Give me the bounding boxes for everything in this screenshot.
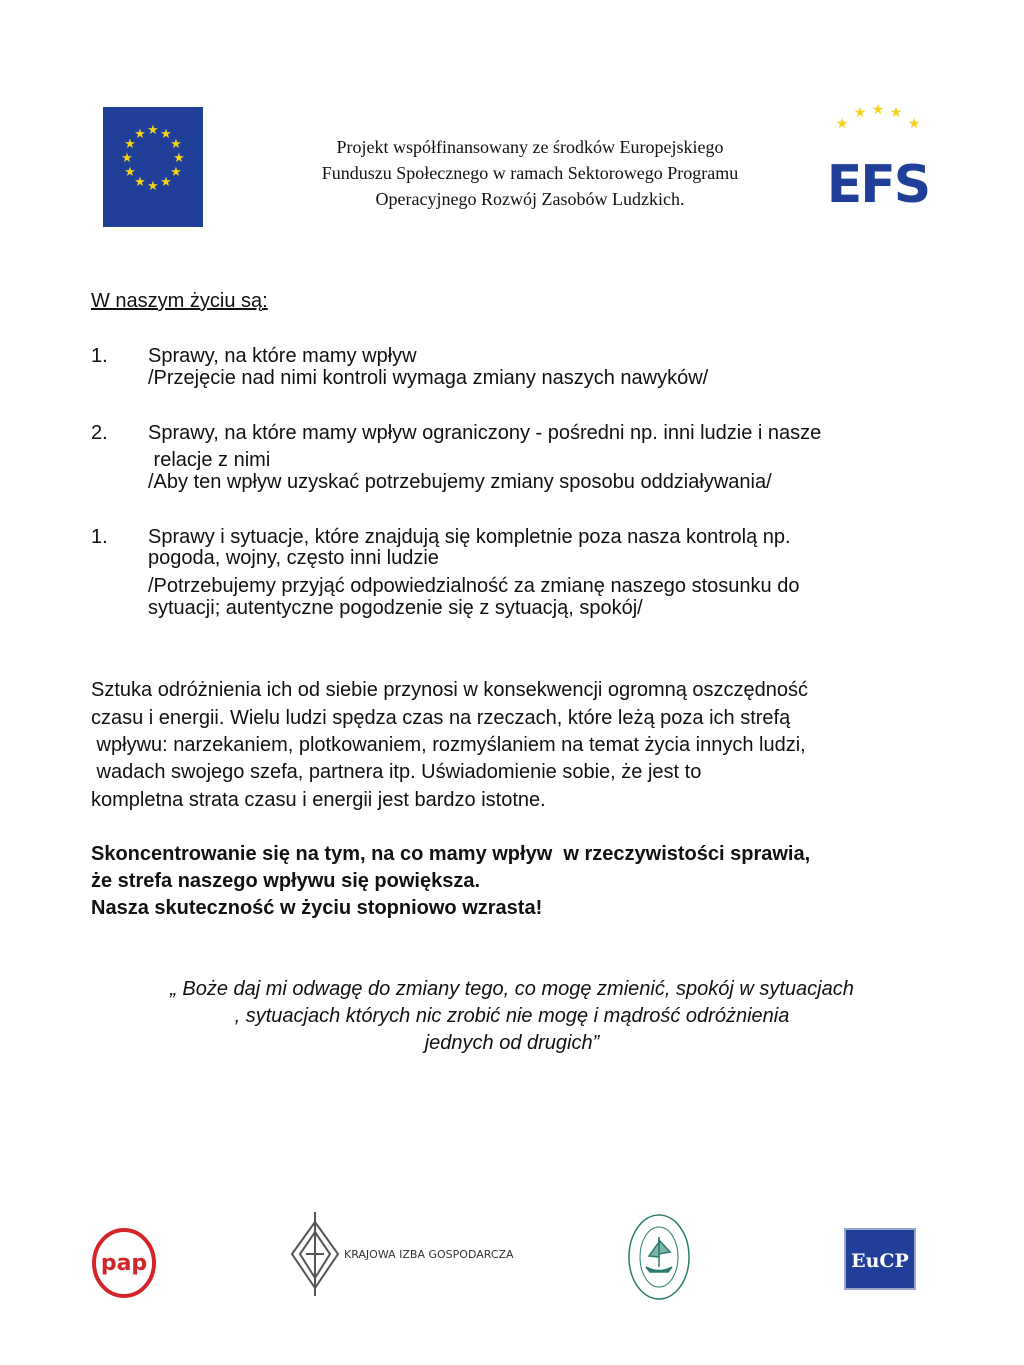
- eucp-logo: [844, 1228, 916, 1290]
- list-item-line: pogoda, wojny, często inni ludzie: [148, 547, 439, 569]
- list-item-line: /Aby ten wpływ uzyskać potrzebujemy zmiany sposobu oddziaływania/: [148, 471, 772, 493]
- eu-flag-icon: [103, 107, 203, 227]
- quote-line: , sytuacjach których nic zrobić nie mogę i mądrość odróżnienia: [234, 1005, 790, 1027]
- emphasis-line: że strefa naszego wpływu się powiększa.: [91, 870, 481, 892]
- svg-text:★: ★: [173, 151, 185, 166]
- intro-heading: W naszym życiu są:: [91, 290, 268, 312]
- list-item-number: 2.: [91, 422, 108, 444]
- svg-text:★: ★: [170, 137, 182, 152]
- header-line: Funduszu Społecznego w ramach Sektorowego Programu: [321, 163, 739, 183]
- list-item-line: relacje z nimi: [148, 449, 271, 471]
- efs-logo-text: EFS: [828, 155, 928, 210]
- header-line: Projekt współfinansowany ze środków Europejskiego: [336, 137, 724, 157]
- paragraph-line: Sztuka odróżnienia ich od siebie przynosi w konsekwencji ogromną oszczędność: [91, 679, 809, 701]
- kig-emblem-icon: [292, 1212, 338, 1296]
- svg-text:★: ★: [835, 116, 849, 132]
- svg-text:★: ★: [871, 102, 885, 118]
- list-item-number: 1.: [91, 345, 108, 367]
- paragraph-line: czasu i energii. Wielu ludzi spędza czas na rzeczach, które leżą poza ich strefą: [91, 707, 791, 729]
- list-item-number: 1.: [91, 526, 108, 548]
- svg-text:★: ★: [853, 105, 867, 121]
- pap-logo-text: pap: [100, 1251, 148, 1276]
- sgh-logo: [626, 1212, 692, 1302]
- svg-text:★: ★: [147, 179, 159, 194]
- pap-logo: [92, 1228, 156, 1298]
- kig-logo: [288, 1212, 518, 1296]
- svg-text:★: ★: [124, 137, 136, 152]
- svg-text:★: ★: [160, 127, 172, 142]
- svg-text:★: ★: [889, 105, 903, 121]
- list-item-line: sytuacji; autentyczne pogodzenie się z sytuacją, spokój/: [148, 597, 643, 619]
- ship-icon: [646, 1237, 672, 1272]
- svg-text:★: ★: [147, 123, 159, 138]
- kig-logo-text: KRAJOWA IZBA GOSPODARCZA: [344, 1248, 514, 1261]
- paragraph-line: wpływu: narzekaniem, plotkowaniem, rozmyślaniem na temat życia innych ludzi,: [91, 734, 806, 756]
- quote-line: jednych od drugich”: [424, 1032, 600, 1054]
- project-funding-note: [270, 134, 790, 212]
- svg-text:★: ★: [134, 127, 146, 142]
- svg-text:★: ★: [170, 165, 182, 180]
- list-item-line: Sprawy, na które mamy wpływ ograniczony - pośredni np. inni ludzie i nasze: [148, 422, 822, 444]
- svg-text:★: ★: [134, 175, 146, 190]
- list-item-line: Sprawy i sytuacje, które znajdują się kompletnie poza nasza kontrolą np.: [148, 526, 791, 548]
- svg-text:★: ★: [121, 151, 133, 166]
- eucp-logo-text: EuCP: [851, 1250, 909, 1272]
- list-item-line: Sprawy, na które mamy wpływ: [148, 345, 417, 367]
- list-item-line: /Przejęcie nad nimi kontroli wymaga zmiany naszych nawyków/: [148, 367, 709, 389]
- paragraph-line: kompletna strata czasu i energii jest bardzo istotne.: [91, 789, 546, 811]
- header-line: Operacyjnego Rozwój Zasobów Ludzkich.: [375, 189, 685, 209]
- svg-text:★: ★: [160, 175, 172, 190]
- list-item-line: /Potrzebujemy przyjąć odpowiedzialność za zmianę naszego stosunku do: [148, 575, 800, 597]
- svg-text:★: ★: [124, 165, 136, 180]
- emphasis-line: Skoncentrowanie się na tym, na co mamy wpływ w rzeczywistości sprawia,: [91, 843, 811, 865]
- paragraph-line: wadach swojego szefa, partnera itp. Uświadomienie sobie, że jest to: [91, 761, 702, 783]
- quote-line: „ Boże daj mi odwagę do zmiany tego, co mogę zmienić, spokój w sytuacjach: [170, 978, 854, 1000]
- svg-text:★: ★: [907, 116, 921, 132]
- efs-logo: [828, 100, 928, 210]
- emphasis-line: Nasza skuteczność w życiu stopniowo wzrasta!: [91, 897, 543, 919]
